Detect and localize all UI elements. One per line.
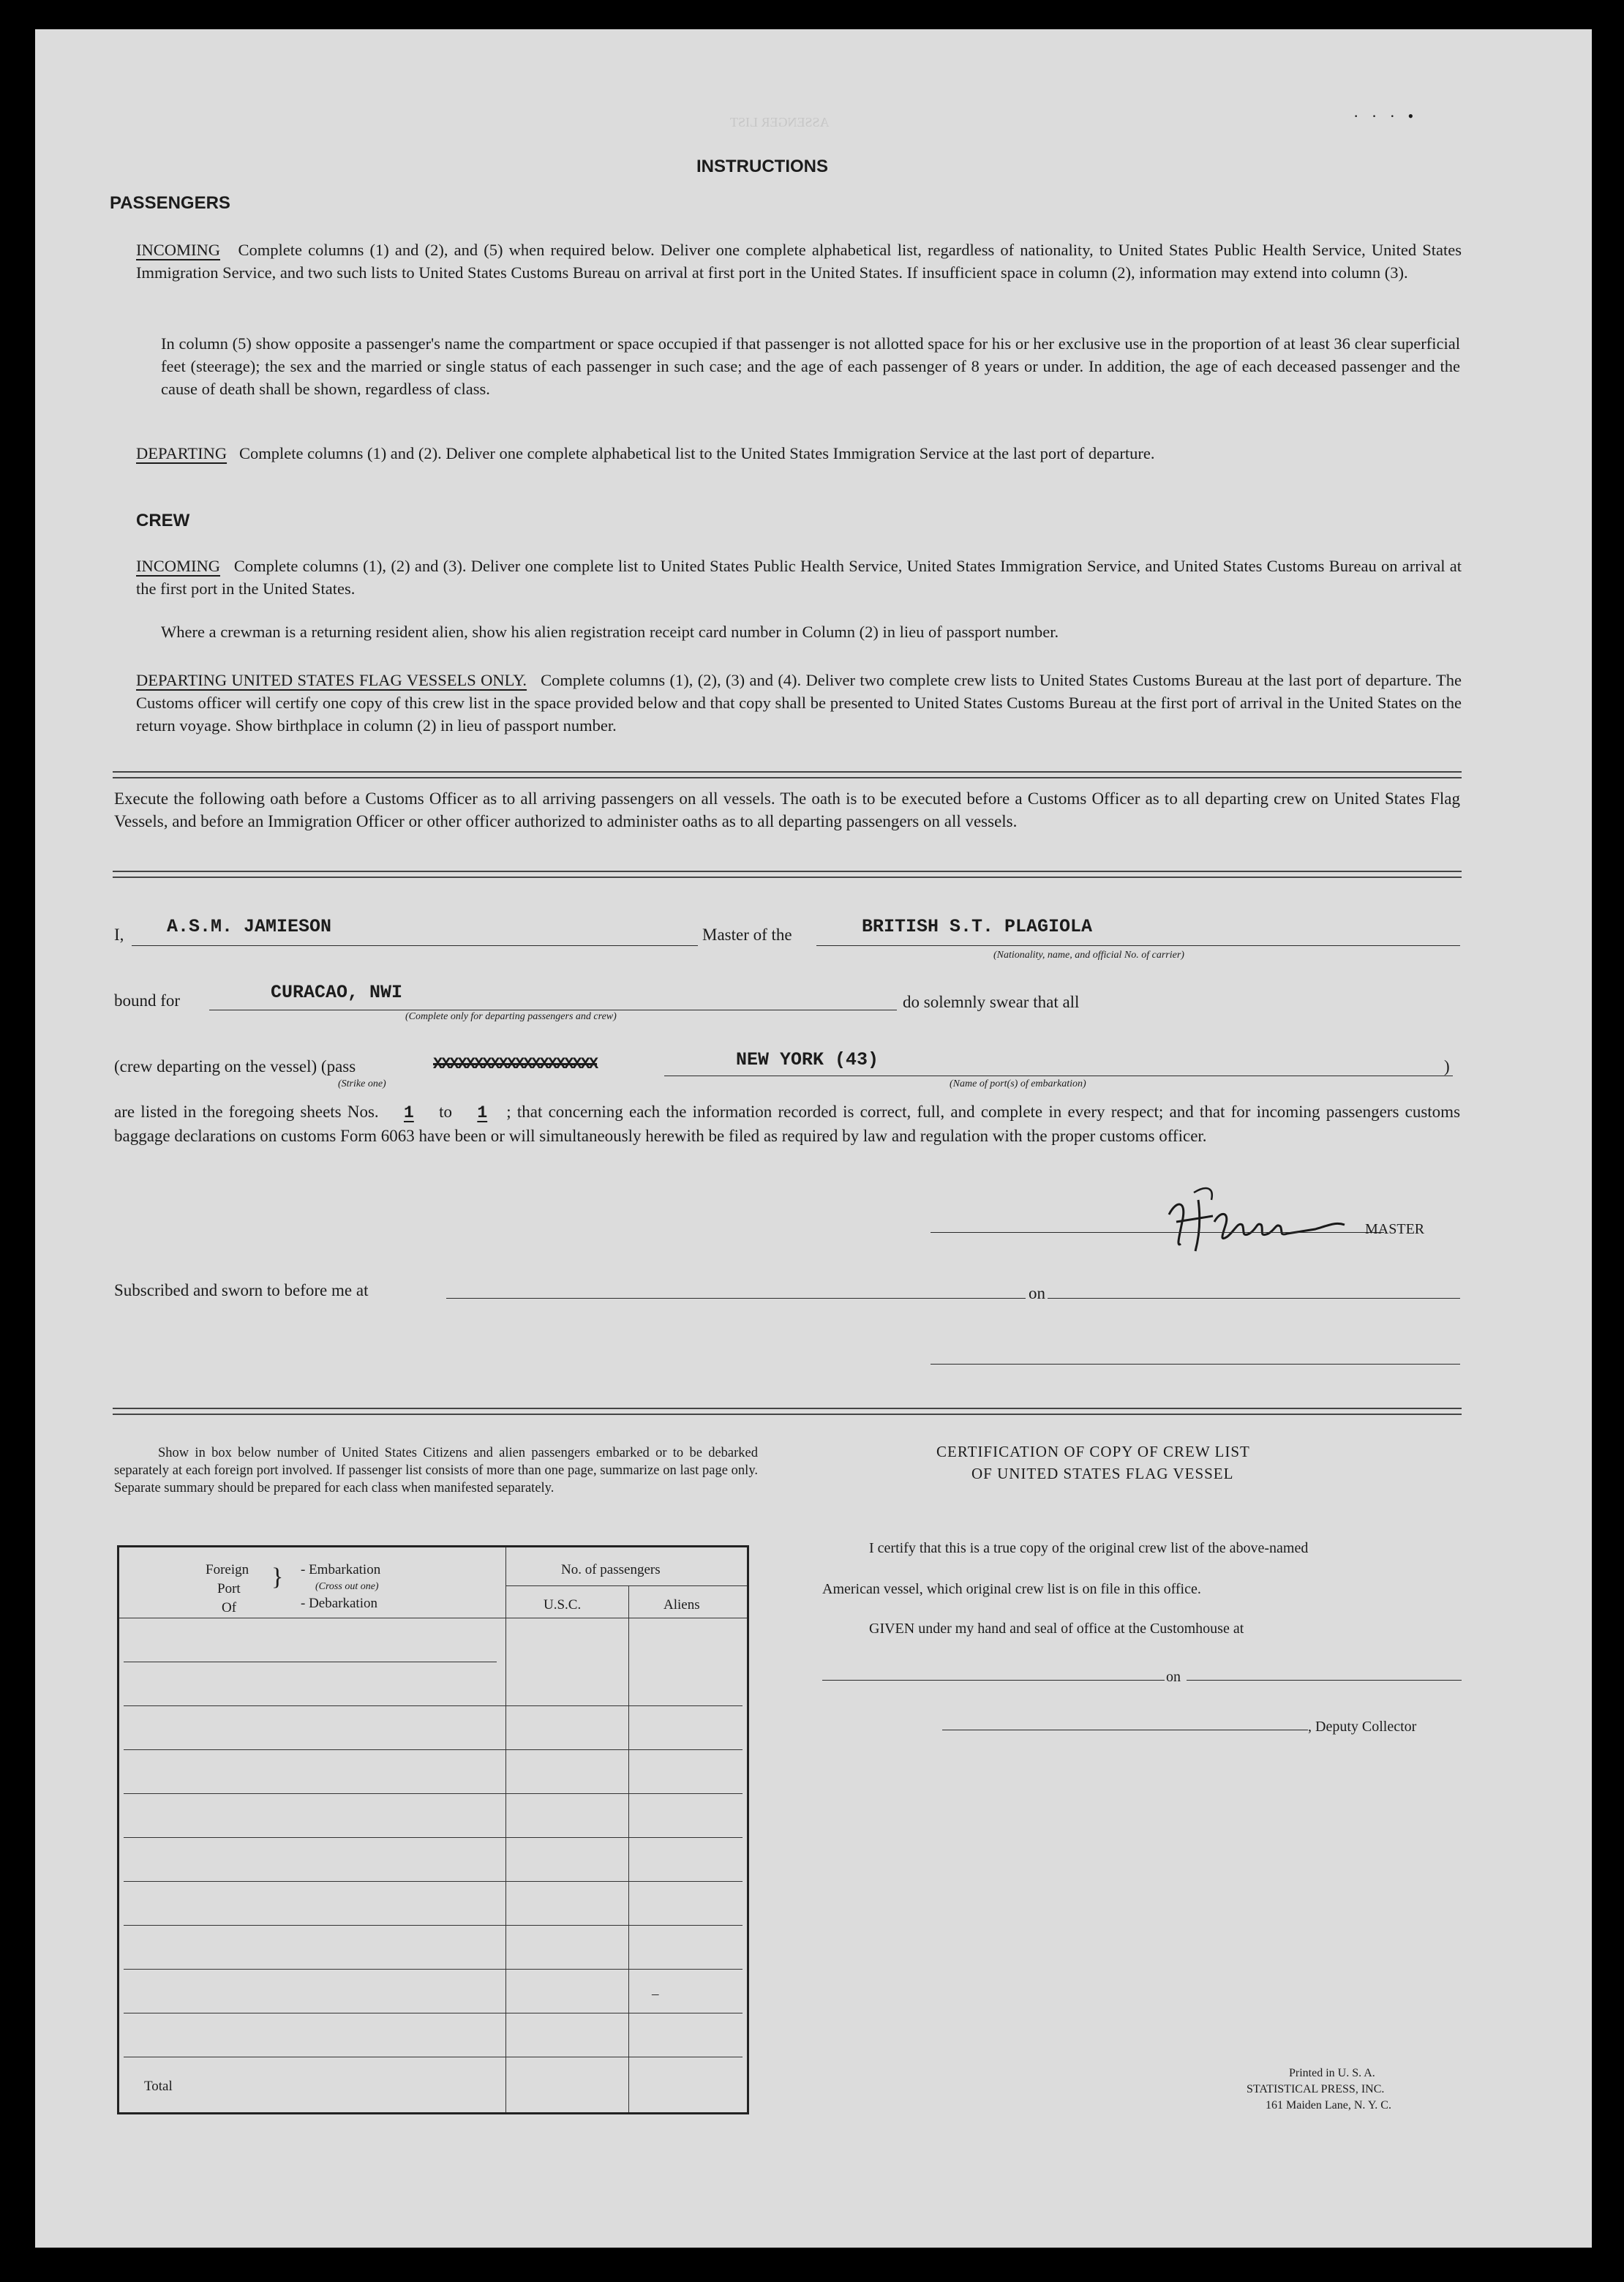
certify-line-2: American vessel, which original crew list is on file in this office. xyxy=(822,1581,1201,1597)
strike-caption: (Strike one) xyxy=(338,1078,386,1089)
embarkation-label: - Embarkation xyxy=(301,1562,381,1577)
table-row-line xyxy=(124,1705,743,1706)
passengers-incoming-text: Complete columns (1) and (2), and (5) when required below. Deliver one complete alphabetical list, regardless of nationality, to United States Public Health Service, United States Immigration Service, and two such lists to United States Customs Bureau on arrival at first port in the United States. If insufficient space in column (2), information may extend into column (3). xyxy=(136,241,1462,282)
corner-mark: · · · • xyxy=(1353,107,1418,125)
certification-title-2: OF UNITED STATES FLAG VESSEL xyxy=(971,1465,1234,1482)
subscribed-place-line xyxy=(446,1298,1026,1299)
passengers-departing-label: DEPARTING xyxy=(136,444,228,462)
debarkation-label: - Debarkation xyxy=(301,1596,377,1611)
summary-note: Show in box below number of United States Citizens and alien passengers embarked or to be debarked separately at each foreign port involved. If passenger list consists of more than one page, summarize on last page only. Separate summary should be prepared for each class when manifested separately. xyxy=(114,1446,758,1495)
usc-header: U.S.C. xyxy=(544,1597,582,1613)
table-divider xyxy=(505,1547,506,2112)
master-name: A.S.M. JAMIESON xyxy=(167,916,332,937)
certification-date-line xyxy=(1187,1680,1462,1681)
passengers-departing-text: Complete columns (1) and (2). Deliver one complete alphabetical list to the United States Immigration Service at the last port of departure. xyxy=(238,444,1155,462)
master-signature-line xyxy=(931,1232,1384,1233)
struck-passengers-text: XXXXXXXXXXXXXXXXXXXX xyxy=(433,1055,598,1073)
correct-text: ; that concerning each the information recorded is correct, full, and complete in every respect; and that for incoming passengers customs baggage declarations on customs Form 6063 have been or will simultaneously herewith be filed as required by law and regulation with the proper customs officer. xyxy=(114,1103,1461,1145)
crew-returning-paragraph: Where a crewman is a returning resident alien, show his alien registration receipt card number in Column (2) in lieu of passport number. xyxy=(161,623,1059,641)
to-label: to xyxy=(439,1103,453,1121)
divider xyxy=(113,777,1462,778)
i-label: I, xyxy=(114,926,124,944)
master-signature xyxy=(1147,1171,1410,1266)
subscribed-on-label: on xyxy=(1029,1284,1045,1302)
given-line: GIVEN under my hand and seal of office at the Customhouse at xyxy=(869,1621,1244,1637)
table-divider xyxy=(628,1585,629,2112)
destination: CURACAO, NWI xyxy=(271,982,403,1003)
passenger-summary-table xyxy=(117,1545,749,2114)
sheets-paragraph xyxy=(114,1100,1460,1147)
pass-prefix: (pass xyxy=(320,1057,356,1076)
destination-caption: (Complete only for departing passengers and crew) xyxy=(405,1011,617,1022)
divider xyxy=(113,1414,1462,1415)
divider xyxy=(113,871,1462,872)
crew-incoming-label: INCOMING xyxy=(136,557,220,575)
table-row-line xyxy=(124,1881,743,1882)
no-of-passengers-label: No. of passengers xyxy=(561,1562,661,1577)
certification-title-1: CERTIFICATION OF COPY OF CREW LIST xyxy=(936,1443,1250,1460)
foreign-label: Foreign xyxy=(206,1562,249,1577)
table-divider xyxy=(505,1585,747,1586)
oath-intro: Execute the following oath before a Customs Officer as to all arriving passengers on all vessels. The oath is to be executed before a Customs Officer as to all departing crew on United States Flag Vessels, and before an Immigration Officer or other officer authorized to administer oaths as to all departing passengers on all vessels. xyxy=(114,789,1460,830)
crew-departing-text: Complete columns (1), (2), (3) and (4). Deliver two complete crew lists to United States Customs Bureau at the last port of departure. The Customs officer will certify one copy of this crew list in the space provided below and that copy shall be presented to United States Customs Bureau at the first port of arrival in the United States on the return voyage. Show birthplace in column (2) in lieu of passport number. xyxy=(136,671,1462,735)
bound-for-label: bound for xyxy=(114,991,181,1010)
crew-incoming-paragraph xyxy=(136,555,1462,600)
close-paren: ) xyxy=(1444,1057,1450,1076)
certification-on-label: on xyxy=(1166,1669,1181,1685)
passengers-incoming-label: INCOMING xyxy=(136,241,220,259)
crew-departing-paragraph xyxy=(136,669,1462,737)
sheet-to: 1 xyxy=(477,1103,488,1122)
cross-out-label: (Cross out one) xyxy=(315,1581,379,1592)
printer-line-1: Printed in U. S. A. xyxy=(1289,2067,1375,2079)
table-row-line xyxy=(124,1969,743,1970)
crew-departing-label: DEPARTING UNITED STATES FLAG VESSELS ONLY. xyxy=(136,671,527,689)
crew-heading: CREW xyxy=(136,511,190,530)
subscribed-date-line xyxy=(1048,1298,1460,1299)
embarkation-port: NEW YORK (43) xyxy=(736,1049,879,1070)
divider xyxy=(113,1408,1462,1409)
vessel-name: BRITISH S.T. PLAGIOLA xyxy=(862,916,1093,937)
passengers-departing-paragraph xyxy=(136,442,1462,465)
dash-mark: – xyxy=(652,1986,659,2002)
passengers-column5-paragraph: In column (5) show opposite a passenger's name the compartment or space occupied if that passenger is not allotted space for his or her exclusive use in the proportion of at least 36 clear superficial feet (steerage); the sex and the married or single status of each passenger in such case; and the age of each passenger of 8 years or under. In addition, the age of each deceased passenger and the cause of death shall be shown, regardless of class. xyxy=(161,334,1460,398)
passengers-heading: PASSENGERS xyxy=(110,193,230,213)
table-row-line xyxy=(124,1749,743,1750)
master-name-line xyxy=(132,945,698,946)
sheet-from: 1 xyxy=(404,1103,414,1122)
crew-departing-text xyxy=(114,1058,356,1075)
table-row-line xyxy=(124,1837,743,1838)
deputy-collector-label: , Deputy Collector xyxy=(1308,1719,1417,1735)
passengers-incoming-paragraph xyxy=(136,239,1462,284)
table-row-line xyxy=(124,1793,743,1794)
vessel-line xyxy=(816,945,1460,946)
of-label: Of xyxy=(222,1600,237,1615)
certify-line-1: I certify that this is a true copy of the original crew list of the above-named xyxy=(869,1540,1309,1556)
page-title: INSTRUCTIONS xyxy=(696,157,828,176)
printer-line-2: STATISTICAL PRESS, INC. xyxy=(1247,2083,1385,2095)
master-of-label: Master of the xyxy=(702,926,792,944)
printer-line-3: 161 Maiden Lane, N. Y. C. xyxy=(1266,2099,1391,2112)
aliens-header: Aliens xyxy=(663,1597,700,1613)
listed-text: are listed in the foregoing sheets Nos. xyxy=(114,1103,379,1121)
crew-departing-phrase: (crew departing on the vessel) xyxy=(114,1057,317,1076)
brace-icon: } xyxy=(271,1564,284,1591)
officer-signature-line xyxy=(931,1364,1460,1365)
bleed-through-header: ASSENGER LIST xyxy=(730,115,830,130)
embarkation-caption: (Name of port(s) of embarkation) xyxy=(950,1078,1086,1089)
port-label: Port xyxy=(217,1581,241,1596)
form-sheet xyxy=(35,29,1592,2248)
vessel-caption: (Nationality, name, and official No. of carrier) xyxy=(993,950,1184,961)
swear-text: do solemnly swear that all xyxy=(903,993,1080,1011)
customhouse-line xyxy=(822,1680,1165,1681)
crew-incoming-text: Complete columns (1), (2) and (3). Deliver one complete list to United States Public Health Service, United States Immigration Service, and United States Customs Bureau on arrival at the first port in the United States. xyxy=(136,557,1462,598)
master-label: MASTER xyxy=(1365,1221,1425,1237)
divider xyxy=(113,771,1462,773)
subscribed-label: Subscribed and sworn to before me at xyxy=(114,1281,369,1299)
total-label: Total xyxy=(144,2079,173,2094)
table-row-line xyxy=(124,1925,743,1926)
divider xyxy=(113,877,1462,878)
